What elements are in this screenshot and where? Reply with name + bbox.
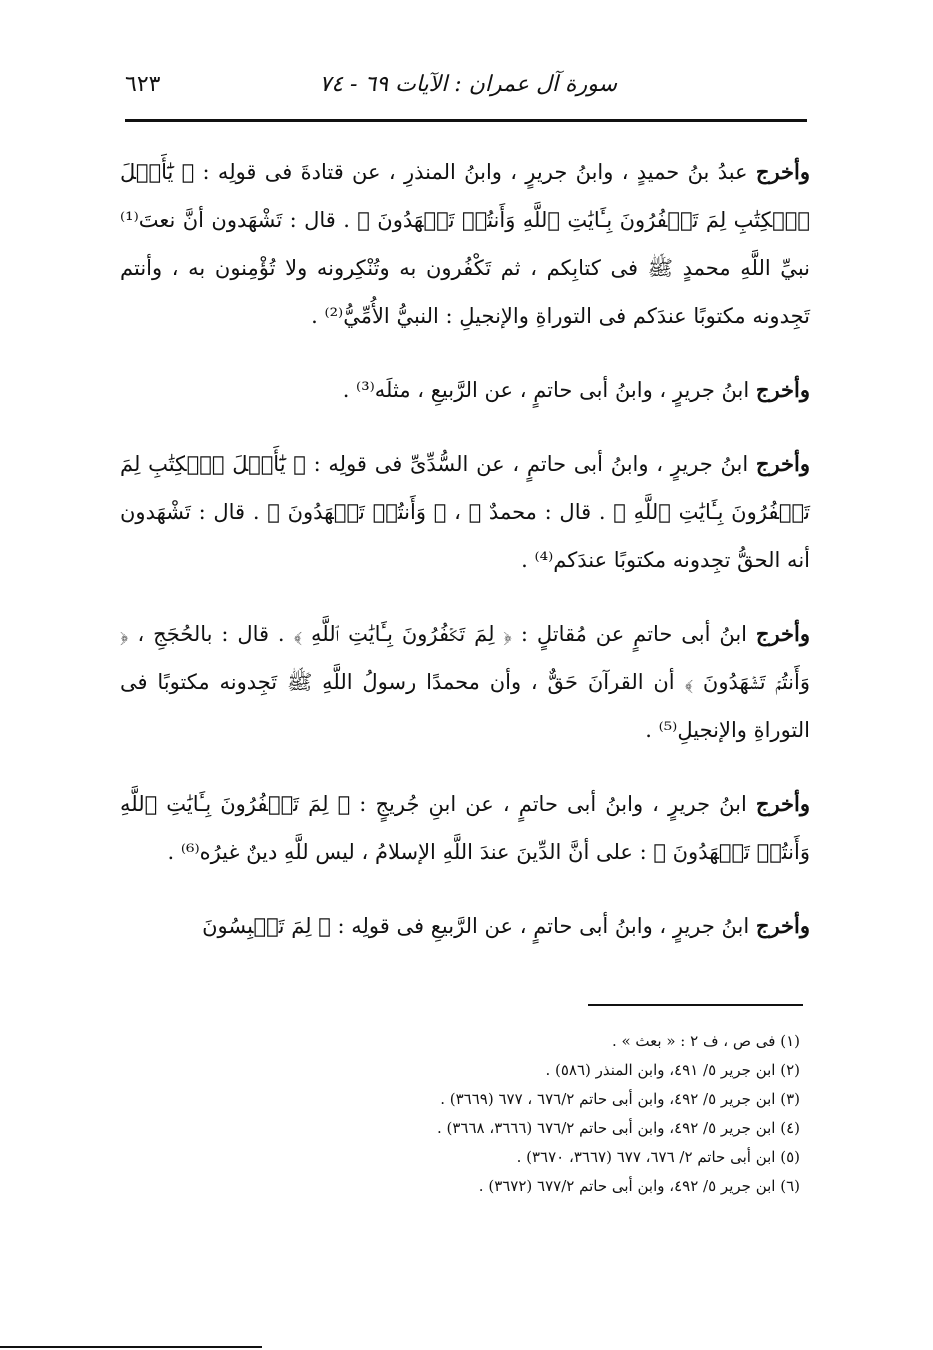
paragraph-text: ابنُ جريرٍ ، وابنُ أبى حاتمٍ ، عن السُّدِّىِّ فى قولِه : ﴿ يَٰٓأَهۡلَ ٱلۡكِتَٰبِ لِمَ تَكۡفُرُونَ بِـَٔايَٰتِ ٱللَّهِ ﴾ . قال : محمدٌ ﷺ ، ﴿ وَأَنتُمۡ تَشۡهَدُونَ ﴾ . قال : تَشْهَدون أنه الحقُّ تجِدونه مكتوبًا عندَكم⁽⁴⁾ . xyxy=(120,452,810,572)
page-number: ٦٢٣ xyxy=(125,72,161,97)
paragraph-text: عبدُ بنُ حميدٍ ، وابنُ جريرٍ ، وابنُ المنذرِ ، عن قتادةَ فى قولِه : ﴿ يَٰٓأَهۡلَ ٱلۡكِتَٰبِ لِمَ تَكۡفُرُونَ بِـَٔايَٰتِ ٱللَّهِ وَأَنتُمۡ تَشۡهَدُونَ ﴾ . قال : تَشْهَدون أنَّ نعتَ⁽¹⁾ نبيِّ اللَّهِ محمدٍ ﷺ فى كتابِكم ، ثم تَكْفُرون به وتُنْكِرونه ولا تُؤْمِنون به ، وأنتم تَجِدونه مكتوبًا عندَكم فى التوراةِ والإنجيلِ : النبيُّ الأُمِّيُّ⁽²⁾ . xyxy=(120,160,810,328)
footnote-separator xyxy=(588,1004,803,1006)
paragraph xyxy=(120,366,810,414)
footnote: (٥) ابن أبى حاتم ٢/ ٦٧٦، ٦٧٧ (٣٦٦٧، ٣٦٧٠) . xyxy=(516,1148,800,1166)
paragraph xyxy=(120,610,810,754)
paragraph xyxy=(120,902,810,950)
paragraph-lead: وأخرج xyxy=(755,377,810,402)
bottom-edge-line xyxy=(0,1346,262,1348)
paragraph-lead: وأخرج xyxy=(755,621,810,646)
main-text xyxy=(120,148,810,976)
paragraph xyxy=(120,780,810,876)
paragraph-text: ابنُ أبى حاتمٍ عن مُقاتلٍ : ﴿ لِمَ تَكۡفُرُونَ بِـَٔايَٰتِ ٱللَّهِ ﴾ . قال : بالحُجَجِ ، ﴿ وَأَنتُمۡ تَشۡهَدُونَ ﴾ أن القرآنَ حَقٌّ ، وأن محمدًا رسولُ اللَّهِ ﷺ تَجِدونه مكتوبًا فى التوراةِ والإنجيلِ⁽⁵⁾ . xyxy=(120,622,810,742)
footnote: (٦) ابن جرير ٥/ ٤٩٢، وابن أبى حاتم ٦٧٧/٢ (٣٦٧٢) . xyxy=(478,1177,800,1195)
paragraph-text: ابنُ جريرٍ ، وابنُ أبى حاتمٍ ، عن ابنِ جُريجٍ : ﴿ لِمَ تَكۡفُرُونَ بِـَٔايَٰتِ ٱللَّهِ وَأَنتُمۡ تَشۡهَدُونَ ﴾ : على أنَّ الدِّينَ عندَ اللَّهِ الإسلامُ ، ليس للَّهِ دينٌ غيرُه⁽⁶⁾ . xyxy=(120,792,810,864)
header-rule xyxy=(125,119,807,122)
paragraph-lead: وأخرج xyxy=(755,791,810,816)
footnote: (٣) ابن جرير ٥/ ٤٩٢، وابن أبى حاتم ٦٧٦/٢ ، ٦٧٧ (٣٦٦٩) . xyxy=(440,1090,800,1108)
paragraph-lead: وأخرج xyxy=(755,451,810,476)
paragraph-text: ابنُ جريرٍ ، وابنُ أبى حاتمٍ ، عن الرَّبيعِ ، مثلَه⁽³⁾ . xyxy=(342,378,756,402)
paragraph-lead: وأخرج xyxy=(755,159,810,184)
footnote: (٤) ابن جرير ٥/ ٤٩٢، وابن أبى حاتم ٦٧٦/٢ (٣٦٦٦، ٣٦٦٨) . xyxy=(436,1119,800,1137)
running-title: سورة آل عمران : الآيات ٦٩ - ٧٤ xyxy=(319,72,617,97)
paragraph-lead: وأخرج xyxy=(755,913,810,938)
footnote: (١) فى ص ، ف ٢ : « بعث » . xyxy=(611,1032,800,1050)
paragraph xyxy=(120,148,810,340)
page-header xyxy=(125,70,807,108)
paragraph-text: ابنُ جريرٍ ، وابنُ أبى حاتمٍ ، عن الرَّبيعِ فى قولِه : ﴿ لِمَ تَلۡبِسُونَ xyxy=(202,914,756,938)
footnote: (٢) ابن جرير ٥/ ٤٩١، وابن المنذر (٥٨٦) . xyxy=(545,1061,800,1079)
paragraph xyxy=(120,440,810,584)
footnotes xyxy=(280,1027,800,1201)
